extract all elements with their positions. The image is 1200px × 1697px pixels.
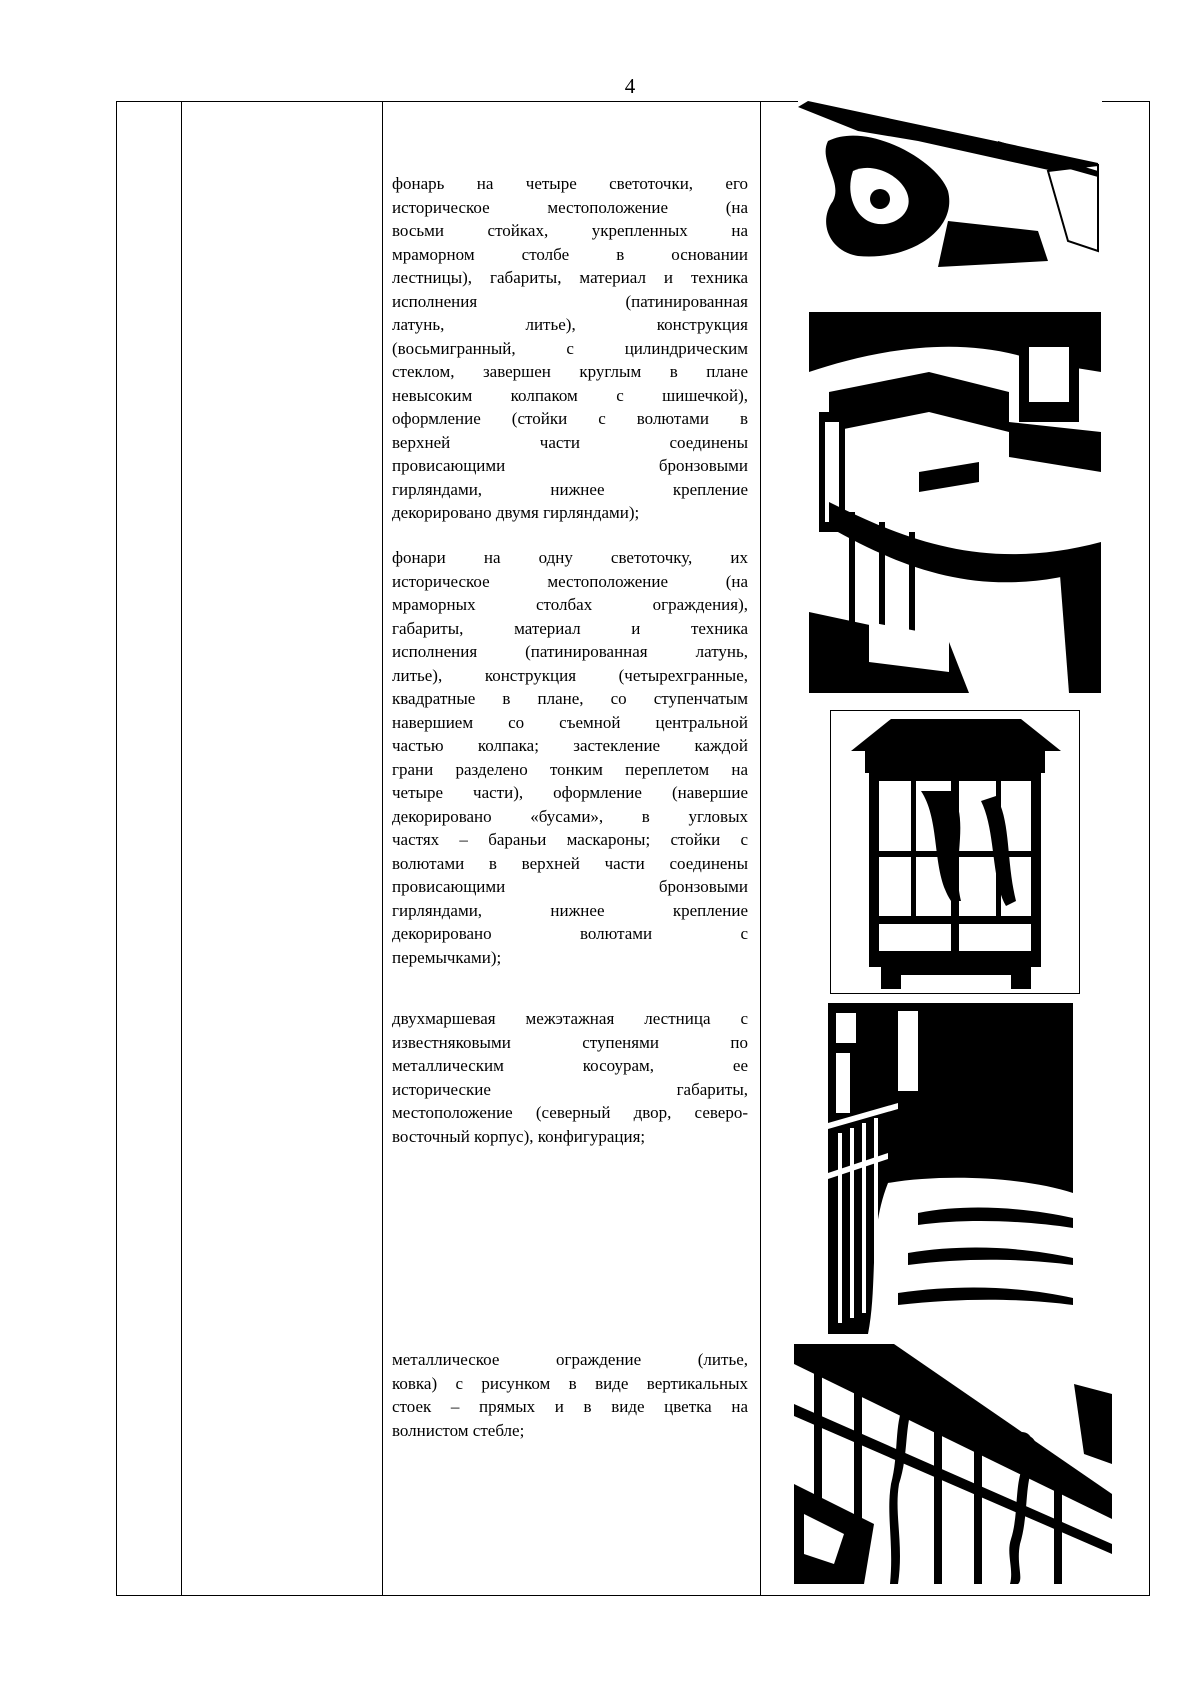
text-line: металлическое ограждение (литье, (392, 1350, 748, 1369)
text-line: декорировано двумя гирляндами); (392, 503, 640, 522)
text-line: гирляндами, нижнее крепление (392, 479, 748, 499)
text-line: местоположение (северный двор, северо- (392, 1103, 748, 1122)
text-line: габариты, материал и техника (392, 618, 748, 638)
text-line: стеклом, завершен круглым в плане (392, 362, 748, 381)
text-line: исполнения (патинированная латунь, (392, 642, 748, 661)
staircase-lantern-photo (809, 312, 1101, 693)
text-line: восьми стойках, укрепленных на (392, 221, 748, 240)
text-line: (восьмигранный, с цилиндрическим (392, 338, 748, 358)
text-line: декорировано волютами с (392, 924, 748, 943)
text-line: гирляндами, нижнее крепление (392, 900, 748, 920)
text-line: историческое местоположение (на (392, 197, 748, 217)
text-line: верхней части соединены (392, 432, 748, 452)
column-divider-3 (760, 102, 761, 1595)
text-line: фонарь на четыре светоточки, его (392, 174, 748, 193)
text-line: оформление (стойки с волютами в (392, 409, 748, 428)
entry-lantern-four-lights (392, 172, 748, 525)
text-line: перемычками); (392, 947, 502, 967)
square-lantern-photo (830, 710, 1080, 994)
column-divider-2 (382, 102, 383, 1595)
entry-lanterns-one-light (392, 546, 748, 969)
text-line: квадратные в плане, со ступенчатым (392, 689, 748, 708)
text-line: восточный корпус), конфигурация; (392, 1126, 646, 1146)
text-line: мраморном столбе в основании (392, 244, 748, 264)
text-line: невысоким колпаком с шишечкой), (392, 385, 748, 405)
entry-staircase (392, 1007, 748, 1148)
text-line: навершием со съемной центральной (392, 712, 748, 732)
text-line: историческое местоположение (на (392, 571, 748, 591)
text-line: четыре части), оформление (навершие (392, 783, 748, 802)
text-line: мраморных столбах ограждения), (392, 595, 748, 614)
entry-railing (392, 1348, 748, 1442)
text-line: фонари на одну светоточку, их (392, 548, 748, 567)
text-line: металлическим косоурам, ее (392, 1056, 748, 1075)
text-line: провисающими бронзовыми (392, 456, 748, 475)
stair-flight-photo (828, 1003, 1073, 1334)
text-line: литье), конструкция (четырехгранные, (392, 665, 748, 685)
text-line: грани разделено тонким переплетом на (392, 759, 748, 779)
text-line: волютами в верхней части соединены (392, 853, 748, 873)
text-line: лестницы), габариты, материал и техника (392, 268, 748, 287)
lantern-bracket-photo (798, 101, 1102, 269)
text-line: провисающими бронзовыми (392, 877, 748, 896)
text-line: волнистом стебле; (392, 1420, 525, 1440)
text-line: ковка) с рисунком в виде вертикальных (392, 1373, 748, 1393)
text-line: двухмаршевая межэтажная лестница с (392, 1009, 748, 1028)
text-line: латунь, литье), конструкция (392, 315, 748, 334)
railing-photo (794, 1344, 1112, 1584)
page-number: 4 (624, 74, 636, 98)
text-line: стоек – прямых и в виде цветка на (392, 1397, 748, 1416)
text-line: декорировано «бусами», в угловых (392, 806, 748, 826)
text-line: исторические габариты, (392, 1079, 748, 1099)
text-line: частью колпака; застекление каждой (392, 736, 748, 755)
text-line: известняковыми ступенями по (392, 1032, 748, 1052)
column-divider-1 (181, 102, 182, 1595)
text-line: частях – бараньи маскароны; стойки с (392, 830, 748, 849)
text-line: исполнения (патинированная (392, 291, 748, 311)
